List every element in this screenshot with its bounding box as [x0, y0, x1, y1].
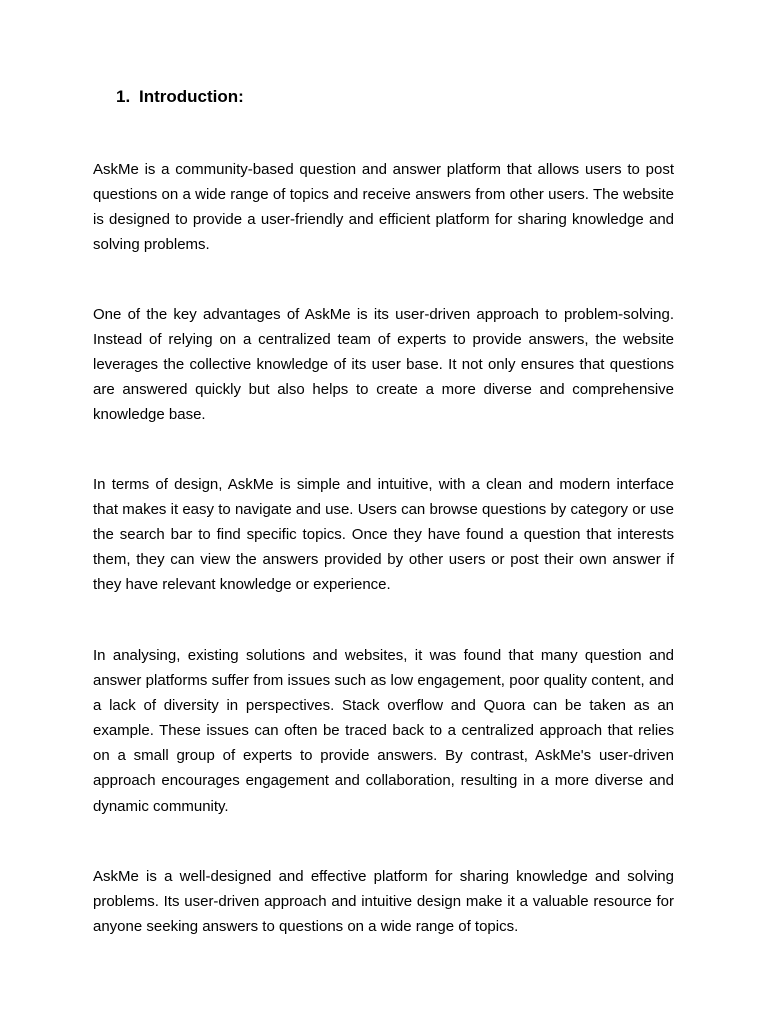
- section-heading: [116, 86, 244, 108]
- paragraph-analysis: In analysing, existing solutions and websites, it was found that many question and answer platforms suffer from issues such as low engagement, poor quality content, and a lack of diversity in perspectives. Stack overflow and Quora can be taken as an example. These issues can often be traced back to a centralized approach that relies on a small group of experts to provide answers. By contrast, AskMe's user-driven approach encourages engagement and collaboration, resulting in a more diverse and dynamic community.: [93, 647, 674, 815]
- section-number: 1.: [116, 87, 131, 106]
- paragraph-conclusion: AskMe is a well-designed and effective platform for sharing knowledge and solving problems. Its user-driven approach and intuitive design make it a valuable resource for anyone seeking answers to questions on a wide range of topics.: [93, 868, 674, 936]
- paragraph-overview: AskMe is a community-based question and answer platform that allows users to post questions on a wide range of topics and receive answers from other users. The website is designed to provide a user-friendly and efficient platform for sharing knowledge and solving problems.: [93, 161, 674, 254]
- section-title: Introduction:: [139, 87, 244, 106]
- paragraph-design: In terms of design, AskMe is simple and intuitive, with a clean and modern interface that makes it easy to navigate and use. Users can browse questions by category or use the search bar to find specific topics. Once they have found a question that interests them, they can view the answers provided by other users or post their own answer if they have relevant knowledge or experience.: [93, 476, 674, 594]
- paragraph-advantages: One of the key advantages of AskMe is its user-driven approach to problem-solving. Instead of relying on a centralized team of experts to provide answers, the website leverages the collective knowledge of its user base. It not only ensures that questions are answered quickly but also helps to create a more diverse and comprehensive knowledge base.: [93, 306, 674, 424]
